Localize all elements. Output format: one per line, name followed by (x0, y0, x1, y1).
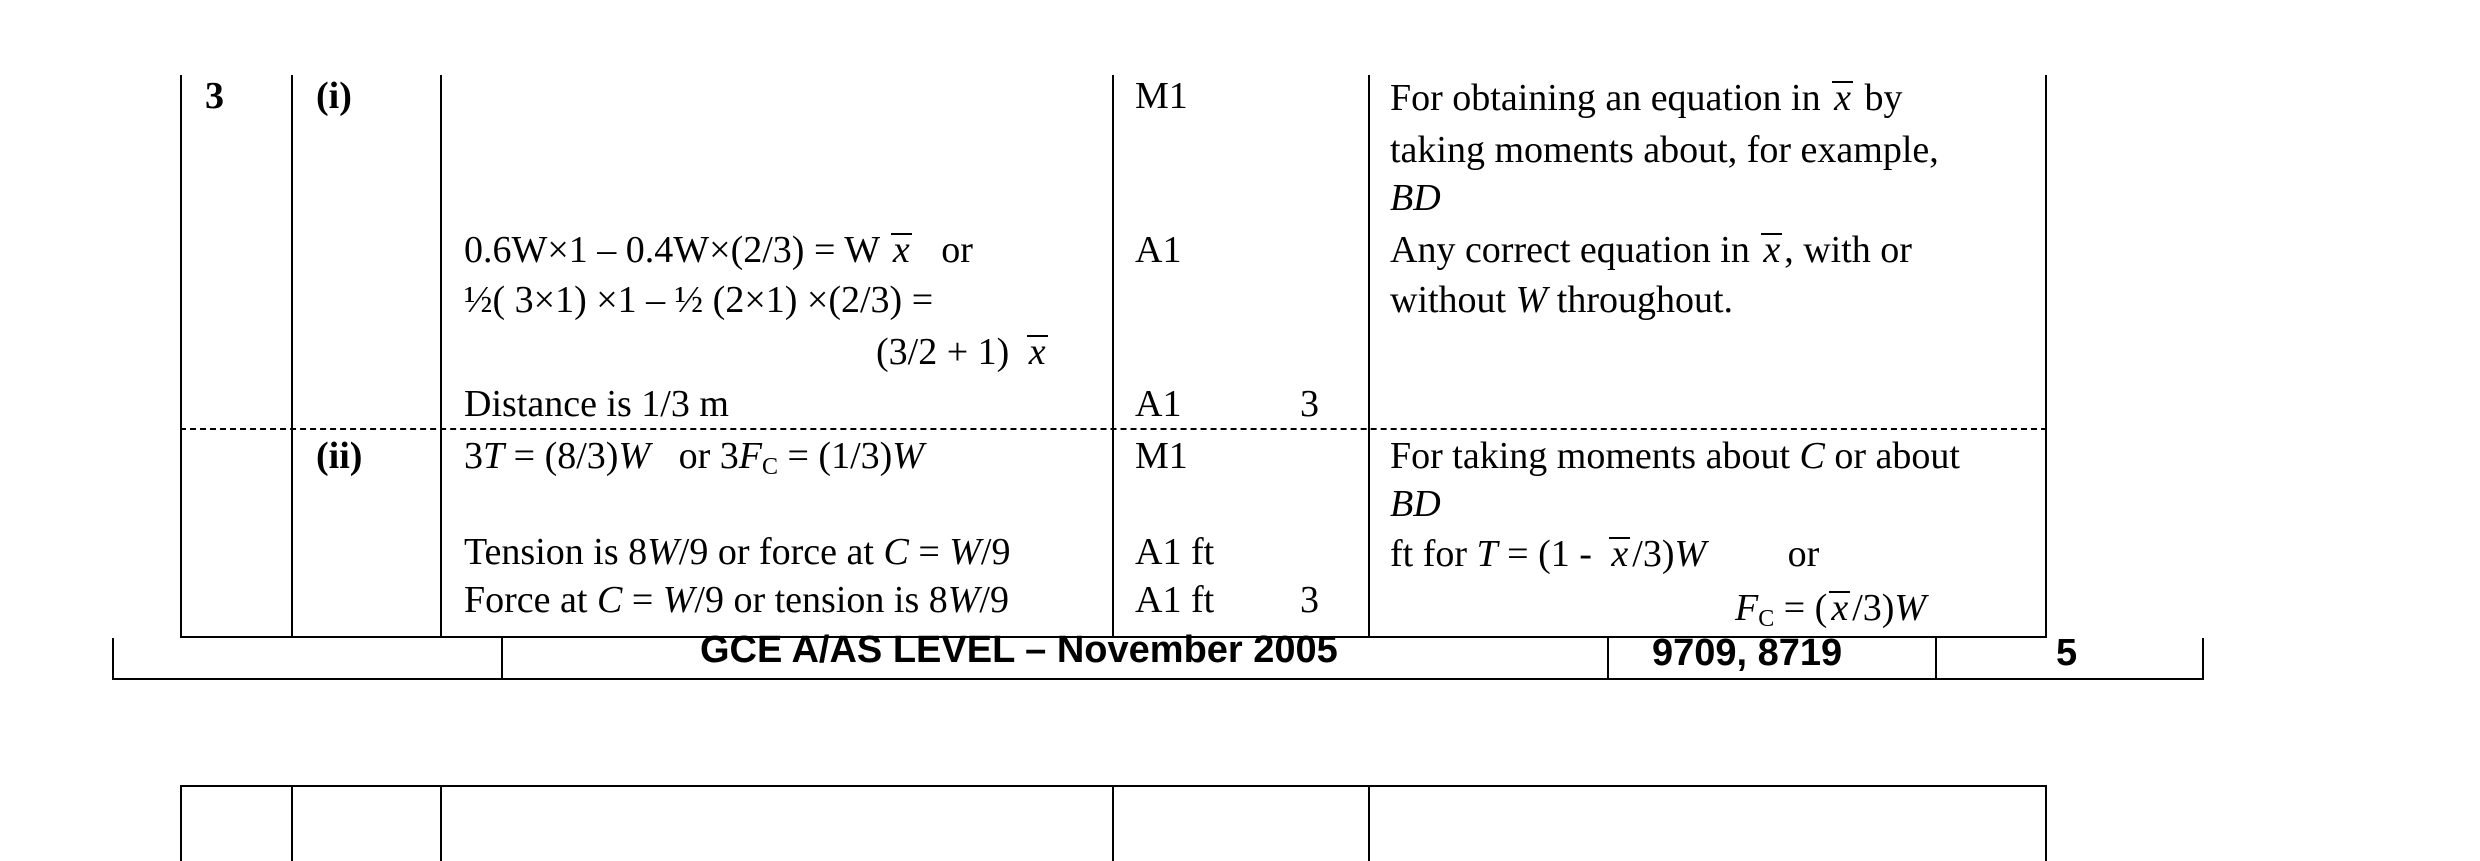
part-ii-answer-line1 (464, 528, 1010, 576)
part-ii-mark-a1ft-1: A1 ft (1135, 531, 1215, 573)
comment-text: or about (1834, 435, 1960, 477)
comment-text: throughout. (1556, 279, 1734, 321)
x-bar-symbol: x (1831, 587, 1849, 629)
question-number: 3 (205, 75, 224, 117)
part-ii-label: (ii) (316, 435, 363, 477)
x-bar-symbol: x (892, 229, 910, 271)
comment-text: Any correct equation in (1390, 229, 1750, 271)
eq-sub-c: C (761, 454, 778, 480)
comment-text: without (1390, 279, 1507, 321)
footer-divider-2 (1607, 638, 1609, 680)
comment-text: For taking moments about (1390, 435, 1791, 477)
part-ii-answer-line2 (464, 576, 1009, 624)
next-table-col-3 (440, 785, 442, 861)
part-i-total: 3 (1300, 383, 1319, 425)
part-i-comment-2 (1390, 226, 1912, 274)
part-i-comment-2-line2 (1390, 276, 1733, 324)
part-i-equation-line1 (464, 226, 973, 274)
ans-text: = (622, 579, 663, 621)
ans-c: C (596, 579, 623, 621)
ans-text: = (908, 531, 950, 573)
comment-text: by (1864, 77, 1903, 119)
x-bar-symbol: x (1763, 229, 1781, 271)
part-ii-comment-2-fc (1735, 584, 1926, 632)
equation-text: 0.6W×1 – 0.4W×(2/3) = W (464, 229, 880, 271)
eq-text: or 3 (650, 435, 739, 477)
comment-text: /3) (1852, 587, 1895, 629)
ans-w: W (647, 531, 679, 573)
part-ii-total: 3 (1300, 579, 1319, 621)
part-i-answer: Distance is 1/3 m (464, 383, 729, 425)
footer-divider-1 (501, 638, 503, 680)
next-table-col-1 (180, 785, 182, 861)
part-i-comment-1-line2: taking moments about, for example, (1390, 129, 1939, 171)
ans-c: C (883, 531, 909, 573)
table-divider-mark (1112, 75, 1114, 637)
x-bar-symbol: x (1028, 331, 1046, 373)
table-border-right (2045, 75, 2047, 637)
part-ii-comment-1 (1390, 432, 1960, 480)
comment-text: , with or (1784, 229, 1912, 271)
part-i-comment-1 (1390, 74, 1902, 122)
ans-w: W (662, 579, 695, 621)
table-divider-answer (440, 75, 442, 637)
ans-text: Tension is 8 (464, 531, 648, 573)
comment-bd: BD (1390, 483, 1441, 525)
ans-text: /9 (979, 579, 1009, 621)
part-separator-dashed (180, 428, 2047, 430)
next-table-col-4 (1112, 785, 1114, 861)
next-table-col-2 (291, 785, 293, 861)
comment-text: = ( (1774, 587, 1828, 629)
table-border-left (180, 75, 182, 637)
equation-or: or (941, 229, 973, 271)
x-bar-symbol: x (1834, 77, 1851, 119)
comment-text: ft for (1390, 533, 1468, 575)
ans-text: /9 or tension is 8 (694, 579, 948, 621)
part-ii-equation (464, 432, 924, 480)
comment-w: W (1894, 587, 1927, 629)
ans-w: W (947, 579, 980, 621)
eq-t: T (483, 435, 505, 477)
comment-text: = (1 - (1497, 533, 1592, 575)
eq-text: 3 (464, 435, 483, 477)
footer-syllabus-code: 9709, 8719 (1652, 632, 1843, 674)
eq-f: F (738, 435, 762, 477)
part-ii-comment-2 (1390, 530, 1819, 578)
comment-or: or (1787, 533, 1820, 575)
part-i-equation-line2: ½( 3×1) ×1 – ½ (2×1) ×(2/3) = (464, 279, 934, 321)
footer-box-left (112, 638, 114, 680)
table-divider-comment (1368, 75, 1370, 637)
part-i-mark-a1-2: A1 (1135, 383, 1182, 425)
comment-w: W (1674, 533, 1707, 575)
part-ii-mark-m1: M1 (1135, 435, 1188, 477)
footer-page-number: 5 (2056, 632, 2078, 674)
comment-f: F (1735, 587, 1759, 629)
equation-text: (3/2 + 1) (876, 331, 1010, 373)
ans-text: /9 (980, 531, 1011, 573)
part-ii-mark-a1ft-2: A1 ft (1135, 579, 1215, 621)
comment-t: T (1476, 533, 1498, 575)
comment-bd: BD (1390, 177, 1441, 219)
ans-w: W (949, 531, 981, 573)
next-table-col-5 (1368, 785, 1370, 861)
ans-text: Force at (464, 579, 588, 621)
eq-w: W (892, 435, 924, 477)
footer-box-right (2202, 638, 2204, 680)
part-i-label: (i) (316, 75, 352, 117)
footer-exam-title: GCE A/AS LEVEL – November 2005 (700, 629, 1338, 671)
part-i-mark-m1: M1 (1135, 75, 1188, 117)
part-i-comment-1-line3 (1390, 174, 1441, 222)
eq-w: W (618, 435, 651, 477)
comment-sub-c: C (1758, 606, 1775, 632)
ans-text: /9 or force at (678, 531, 874, 573)
table-divider-part (291, 75, 293, 637)
eq-text: = (8/3) (504, 435, 619, 477)
comment-text: /3) (1632, 533, 1675, 575)
part-ii-comment-1-line2 (1390, 480, 1441, 528)
comment-c: C (1799, 435, 1825, 477)
footer-box-bottom (112, 678, 2204, 680)
eq-text: = (1/3) (777, 435, 893, 477)
comment-w: W (1515, 279, 1548, 321)
x-bar-symbol: x (1611, 533, 1629, 575)
next-table-col-6 (2045, 785, 2047, 861)
part-i-equation-line3 (876, 328, 1050, 376)
part-i-mark-a1-1: A1 (1135, 229, 1182, 271)
footer-divider-3 (1935, 638, 1937, 680)
comment-text: For obtaining an equation in (1390, 77, 1821, 119)
